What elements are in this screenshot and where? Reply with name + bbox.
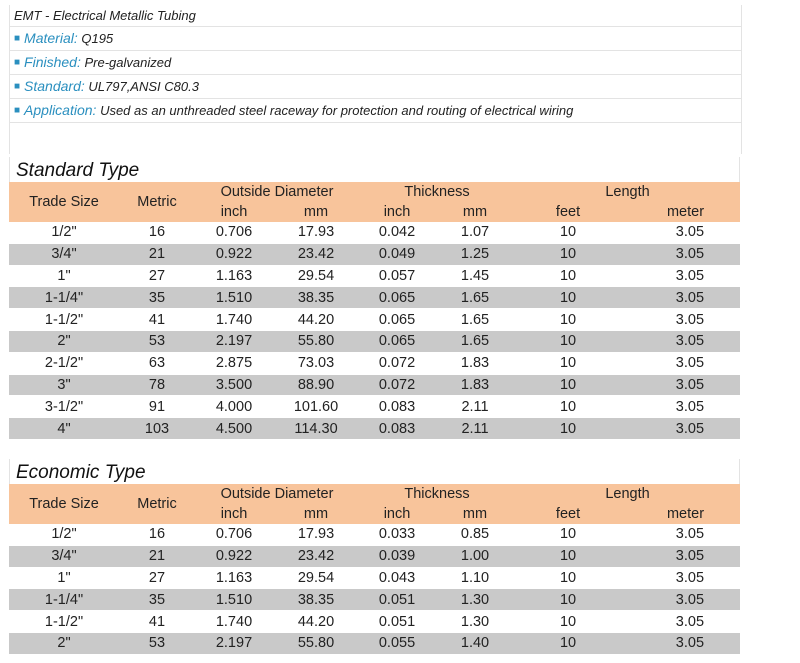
cell-metric: 53 [119,330,195,352]
cell-od-mm: 44.20 [273,611,359,633]
header-length: Length [515,182,740,202]
cell-th-inch: 0.083 [359,396,435,418]
cell-th-mm: 1.65 [435,287,515,309]
cell-trade-size: 3/4" [9,545,119,567]
cell-th-inch: 0.065 [359,330,435,352]
economic-type-section [9,459,740,655]
table-row [9,632,740,654]
table-row [9,222,740,243]
table-row [9,265,740,287]
cell-od-mm: 17.93 [273,222,359,243]
cell-length-feet: 10 [515,632,621,654]
cell-od-mm: 29.54 [273,265,359,287]
cell-metric: 78 [119,374,195,396]
spec-value: Used as an unthreaded steel raceway for protection and routing of electrical wiring [100,103,574,118]
cell-length-meter: 3.05 [621,222,740,243]
cell-th-mm: 1.83 [435,352,515,374]
cell-od-mm: 23.42 [273,545,359,567]
cell-length-meter: 3.05 [621,243,740,265]
header-outside-diameter: Outside Diameter [195,484,359,504]
cell-od-mm: 55.80 [273,632,359,654]
header-trade-size: Trade Size [9,182,119,222]
cell-trade-size: 3-1/2" [9,396,119,418]
table-row [9,545,740,567]
cell-th-inch: 0.051 [359,611,435,633]
table-row [9,524,740,545]
cell-th-inch: 0.072 [359,352,435,374]
cell-th-inch: 0.049 [359,243,435,265]
table-row [9,567,740,589]
cell-th-mm: 1.30 [435,611,515,633]
header-length: Length [515,484,740,504]
cell-trade-size: 1/2" [9,524,119,545]
cell-length-meter: 3.05 [621,330,740,352]
header-od-inch: inch [195,202,273,222]
cell-trade-size: 1-1/2" [9,611,119,633]
cell-length-meter: 3.05 [621,589,740,611]
bullet-icon: ■ [14,33,21,44]
cell-trade-size: 2-1/2" [9,352,119,374]
table-row [9,352,740,374]
table-row [9,309,740,331]
cell-od-mm: 73.03 [273,352,359,374]
cell-th-mm: 2.11 [435,396,515,418]
header-meter: meter [621,504,740,524]
cell-th-inch: 0.057 [359,265,435,287]
cell-od-mm: 17.93 [273,524,359,545]
standard-type-table [9,182,740,440]
spec-list [9,5,742,154]
header-meter: meter [621,202,740,222]
table-row [9,418,740,440]
cell-length-meter: 3.05 [621,396,740,418]
header-th-mm: mm [435,202,515,222]
cell-th-inch: 0.055 [359,632,435,654]
cell-length-meter: 3.05 [621,524,740,545]
cell-od-inch: 0.922 [195,243,273,265]
cell-th-inch: 0.033 [359,524,435,545]
cell-th-inch: 0.042 [359,222,435,243]
cell-th-mm: 1.45 [435,265,515,287]
economic-type-title: Economic Type [9,459,740,484]
spec-application [10,99,741,123]
cell-th-inch: 0.065 [359,287,435,309]
cell-length-meter: 3.05 [621,374,740,396]
cell-od-inch: 2.197 [195,330,273,352]
cell-metric: 35 [119,589,195,611]
cell-metric: 91 [119,396,195,418]
cell-length-meter: 3.05 [621,545,740,567]
spec-key: Standard: [24,78,85,94]
spec-value: Q195 [81,31,114,46]
cell-length-feet: 10 [515,309,621,331]
standard-type-title: Standard Type [9,157,740,182]
cell-th-mm: 1.30 [435,589,515,611]
bullet-icon: ■ [14,57,21,68]
header-od-mm: mm [273,202,359,222]
cell-od-inch: 4.000 [195,396,273,418]
cell-metric: 16 [119,524,195,545]
cell-length-feet: 10 [515,352,621,374]
cell-od-inch: 1.163 [195,265,273,287]
spec-value: Pre-galvanized [84,55,172,70]
header-metric: Metric [119,484,195,524]
cell-th-inch: 0.051 [359,589,435,611]
header-outside-diameter: Outside Diameter [195,182,359,202]
cell-th-inch: 0.065 [359,309,435,331]
header-th-mm: mm [435,504,515,524]
cell-od-mm: 44.20 [273,309,359,331]
header-od-inch: inch [195,504,273,524]
cell-th-mm: 1.00 [435,545,515,567]
cell-length-feet: 10 [515,545,621,567]
cell-th-mm: 1.65 [435,330,515,352]
header-metric: Metric [119,182,195,222]
header-od-mm: mm [273,504,359,524]
cell-length-feet: 10 [515,222,621,243]
cell-od-inch: 2.875 [195,352,273,374]
cell-trade-size: 1" [9,265,119,287]
cell-length-meter: 3.05 [621,352,740,374]
cell-od-mm: 55.80 [273,330,359,352]
header-trade-size: Trade Size [9,484,119,524]
cell-length-meter: 3.05 [621,567,740,589]
cell-od-inch: 0.706 [195,524,273,545]
cell-length-meter: 3.05 [621,309,740,331]
spec-standard [10,75,741,99]
cell-od-inch: 1.740 [195,309,273,331]
header-feet: feet [515,504,621,524]
cell-metric: 63 [119,352,195,374]
cell-length-meter: 3.05 [621,265,740,287]
cell-metric: 27 [119,265,195,287]
table-row [9,287,740,309]
cell-th-mm: 1.07 [435,222,515,243]
cell-od-mm: 23.42 [273,243,359,265]
cell-metric: 21 [119,243,195,265]
cell-od-inch: 4.500 [195,418,273,440]
doc-title: EMT - Electrical Metallic Tubing [10,5,741,27]
cell-th-mm: 1.10 [435,567,515,589]
table-row [9,374,740,396]
spec-key: Application: [24,102,97,118]
table-row [9,589,740,611]
spec-key: Material: [24,30,78,46]
cell-th-mm: 0.85 [435,524,515,545]
cell-th-mm: 2.11 [435,418,515,440]
table-row [9,611,740,633]
cell-od-mm: 101.60 [273,396,359,418]
cell-length-feet: 10 [515,265,621,287]
standard-type-section [9,157,740,440]
cell-length-feet: 10 [515,524,621,545]
header-th-inch: inch [359,202,435,222]
cell-metric: 53 [119,632,195,654]
cell-th-mm: 1.83 [435,374,515,396]
cell-od-inch: 1.510 [195,287,273,309]
cell-od-mm: 29.54 [273,567,359,589]
table-row [9,243,740,265]
cell-th-inch: 0.043 [359,567,435,589]
cell-length-meter: 3.05 [621,418,740,440]
cell-th-inch: 0.039 [359,545,435,567]
spec-finished [10,51,741,75]
spec-value: UL797,ANSI C80.3 [88,79,199,94]
cell-trade-size: 2" [9,330,119,352]
spec-material [10,27,741,51]
header-thickness: Thickness [359,182,515,202]
cell-trade-size: 4" [9,418,119,440]
cell-metric: 103 [119,418,195,440]
cell-metric: 21 [119,545,195,567]
cell-trade-size: 1-1/2" [9,309,119,331]
standard-table-body [9,222,740,439]
cell-metric: 27 [119,567,195,589]
cell-length-feet: 10 [515,589,621,611]
cell-metric: 41 [119,611,195,633]
cell-length-feet: 10 [515,567,621,589]
cell-length-feet: 10 [515,330,621,352]
bullet-icon: ■ [14,81,21,92]
cell-od-inch: 1.163 [195,567,273,589]
header-th-inch: inch [359,504,435,524]
cell-od-inch: 0.706 [195,222,273,243]
table-row [9,330,740,352]
cell-trade-size: 2" [9,632,119,654]
header-feet: feet [515,202,621,222]
cell-trade-size: 1" [9,567,119,589]
cell-od-mm: 88.90 [273,374,359,396]
table-row [9,396,740,418]
economic-table-body [9,524,740,654]
cell-od-inch: 1.740 [195,611,273,633]
cell-length-feet: 10 [515,611,621,633]
cell-od-inch: 1.510 [195,589,273,611]
cell-trade-size: 3" [9,374,119,396]
cell-trade-size: 1-1/4" [9,589,119,611]
cell-trade-size: 3/4" [9,243,119,265]
cell-od-mm: 38.35 [273,287,359,309]
cell-length-feet: 10 [515,243,621,265]
cell-metric: 16 [119,222,195,243]
cell-length-feet: 10 [515,374,621,396]
cell-th-inch: 0.083 [359,418,435,440]
cell-metric: 41 [119,309,195,331]
cell-length-feet: 10 [515,396,621,418]
cell-length-meter: 3.05 [621,287,740,309]
cell-th-mm: 1.40 [435,632,515,654]
cell-od-mm: 38.35 [273,589,359,611]
cell-od-inch: 3.500 [195,374,273,396]
cell-trade-size: 1-1/4" [9,287,119,309]
cell-od-mm: 114.30 [273,418,359,440]
cell-od-inch: 0.922 [195,545,273,567]
cell-length-meter: 3.05 [621,611,740,633]
cell-th-mm: 1.25 [435,243,515,265]
cell-length-feet: 10 [515,418,621,440]
cell-metric: 35 [119,287,195,309]
spec-key: Finished: [24,54,81,70]
cell-trade-size: 1/2" [9,222,119,243]
cell-length-feet: 10 [515,287,621,309]
bullet-icon: ■ [14,105,21,116]
cell-od-inch: 2.197 [195,632,273,654]
header-thickness: Thickness [359,484,515,504]
cell-length-meter: 3.05 [621,632,740,654]
economic-type-table [9,484,740,655]
cell-th-mm: 1.65 [435,309,515,331]
cell-th-inch: 0.072 [359,374,435,396]
